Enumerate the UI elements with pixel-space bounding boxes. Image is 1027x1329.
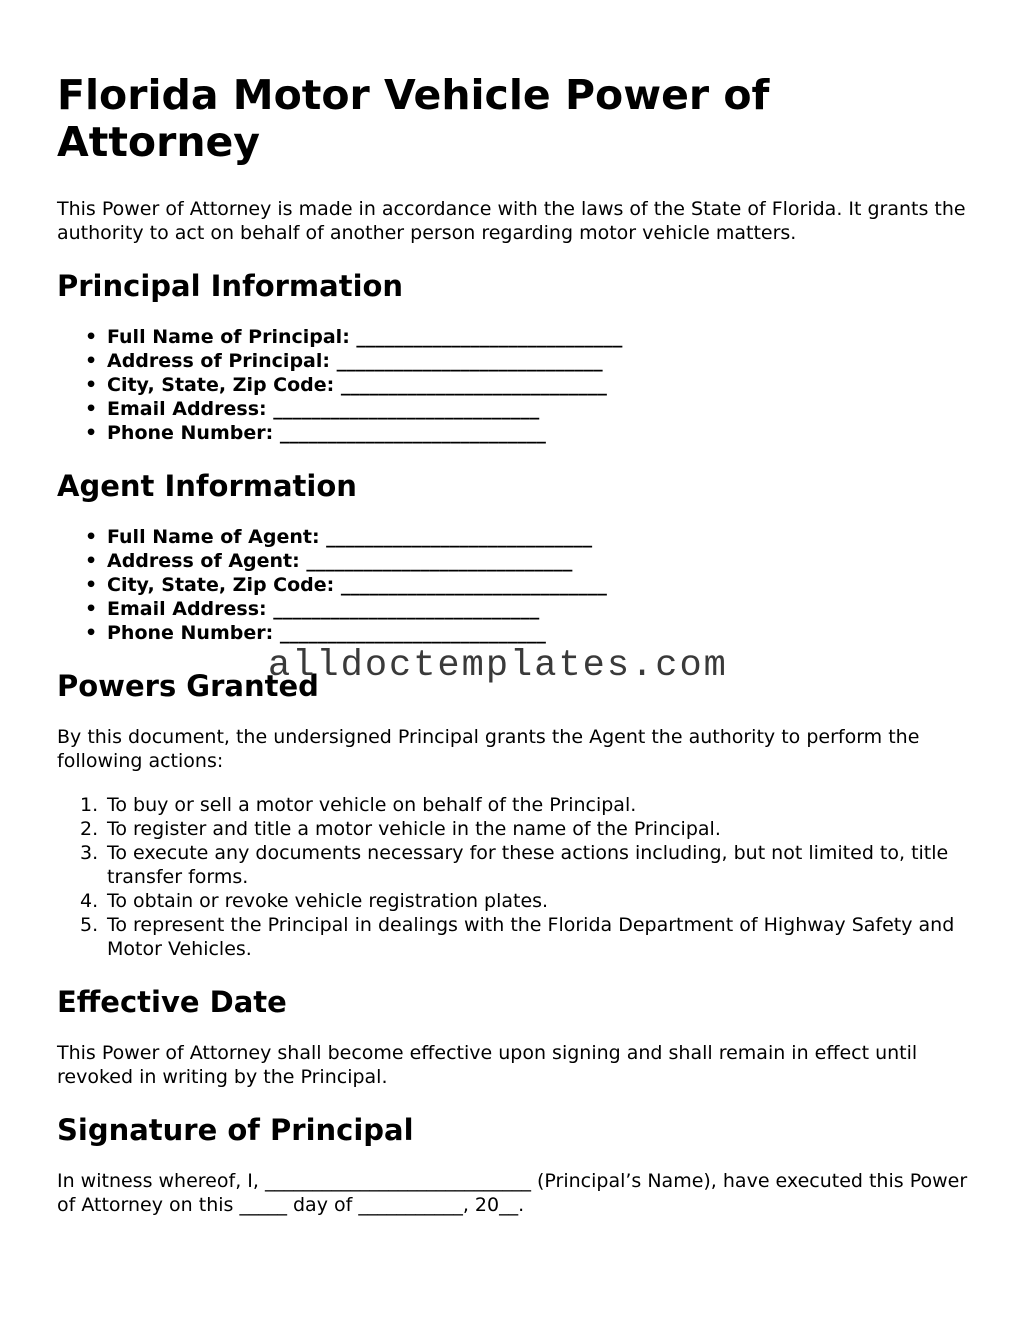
principal-address-field: Address of Principal: ____________________________ [107,350,603,372]
bullet-icon: • [85,422,98,444]
bullet-icon: • [85,526,98,548]
principal-email-field: Email Address: ____________________________ [107,398,540,420]
bullet-icon: • [85,350,98,372]
power-item: To obtain or revoke vehicle registration plates. [107,890,549,912]
bullet-icon: • [85,374,98,396]
document-title: Florida Motor Vehicle Power of Attorney [57,71,770,166]
signature-heading: Signature of Principal [57,1113,414,1147]
power-item: To execute any documents necessary for these actions including, but not limited to, title transfer forms. [107,842,949,888]
list-item [57,889,977,913]
list-item [57,421,977,445]
agent-email-field: Email Address: ____________________________ [107,598,540,620]
power-item: To buy or sell a motor vehicle on behalf of the Principal. [107,794,637,816]
list-number: 1. [80,794,99,816]
principal-full-name-field: Full Name of Principal: ____________________________ [107,326,623,348]
list-item [57,913,977,961]
list-item [57,549,977,573]
effective-heading: Effective Date [57,985,287,1019]
agent-city-field: City, State, Zip Code: ____________________________ [107,574,607,596]
bullet-icon: • [85,622,98,644]
list-item [57,325,977,349]
agent-fields-list [57,525,977,645]
list-item [57,621,977,645]
principal-phone-field: Phone Number: ____________________________ [107,422,546,444]
powers-list [57,793,977,961]
bullet-icon: • [85,574,98,596]
bullet-icon: • [85,398,98,420]
principal-city-field: City, State, Zip Code: ____________________________ [107,374,607,396]
bullet-icon: • [85,326,98,348]
list-item [57,397,977,421]
list-item [57,525,977,549]
agent-heading: Agent Information [57,469,357,503]
list-number: 5. [80,914,99,936]
bullet-icon: • [85,550,98,572]
list-item [57,817,977,841]
list-item [57,793,977,817]
list-item [57,349,977,373]
power-item: To represent the Principal in dealings with the Florida Department of Highway Safety and Motor Vehicles. [107,914,955,960]
intro-paragraph: This Power of Attorney is made in accordance with the laws of the State of Florida. It grants the authority to act on behalf of another person regarding motor vehicle matters. [57,198,966,244]
powers-heading: Powers Granted [57,669,319,703]
signature-paragraph: In witness whereof, I, ____________________________ (Principal’s Name), have executed this Power of Attorney on this _____ day of ___________, 20__. [57,1170,968,1216]
watermark-text: alldoctemplates.com [268,645,728,687]
list-item [57,573,977,597]
powers-intro: By this document, the undersigned Principal grants the Agent the authority to perform the following actions: [57,726,920,772]
principal-fields-list [57,325,977,445]
effective-paragraph: This Power of Attorney shall become effective upon signing and shall remain in effect until revoked in writing by the Principal. [57,1042,918,1088]
principal-heading: Principal Information [57,269,404,303]
list-number: 3. [80,842,99,864]
list-item [57,841,977,889]
agent-address-field: Address of Agent: ____________________________ [107,550,573,572]
power-item: To register and title a motor vehicle in the name of the Principal. [107,818,721,840]
list-item [57,373,977,397]
bullet-icon: • [85,598,98,620]
agent-full-name-field: Full Name of Agent: ____________________________ [107,526,593,548]
list-number: 2. [80,818,99,840]
list-number: 4. [80,890,99,912]
list-item [57,597,977,621]
agent-phone-field: Phone Number: ____________________________ [107,622,546,644]
